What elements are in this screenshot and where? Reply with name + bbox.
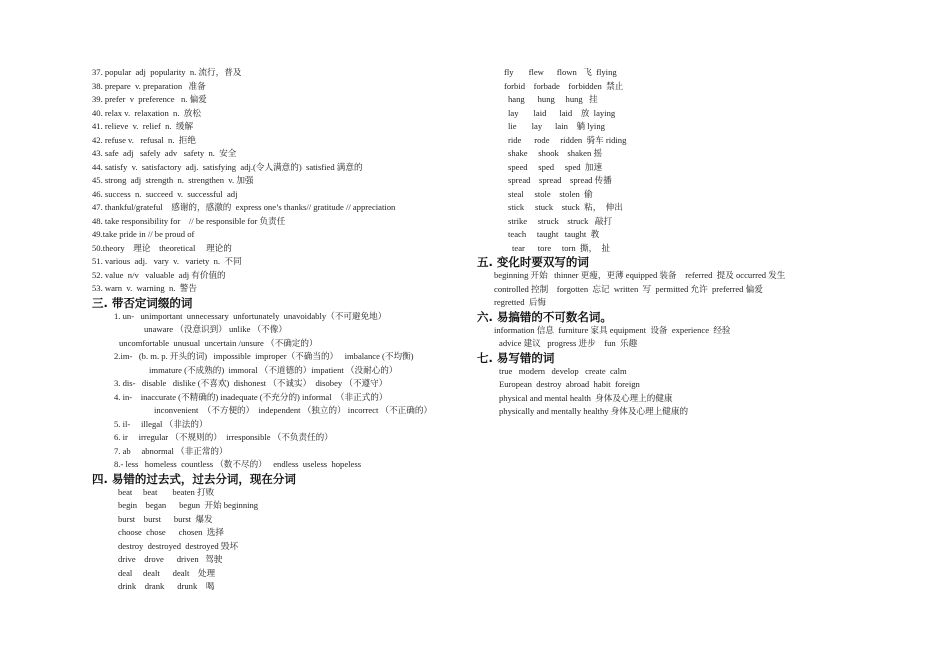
text-line: drink drank drunk 喝 xyxy=(118,581,215,591)
text-line: begin began begun 开始 beginning xyxy=(118,500,259,510)
text-line: ride rode ridden 骑车 riding xyxy=(508,134,627,145)
text-line: 3. dis- disable dislike (不喜欢) dishonest （不诚实） disobey （不遵守） xyxy=(114,378,388,388)
text-line: uncomfortable unusual uncertain /unsure （不确定的） xyxy=(119,337,318,348)
section-heading: 七. 易写错的词 xyxy=(477,350,555,365)
text-line: steal stole stolen 偷 xyxy=(508,188,593,199)
text-line: shake shook shaken 摇 xyxy=(508,148,603,158)
text-line: 49.take pride in // be proud of xyxy=(92,229,195,239)
text-line: 6. ir irregular （不规则的） irresponsible （不负责任的） xyxy=(114,432,333,442)
text-line: 43. safe adj safely adv safety n. 安全 xyxy=(92,148,237,158)
text-line: 47. thankful/grateful 感谢的，感激的 express one’s thanks// gratitude // appreciation xyxy=(92,202,396,212)
text-line: tear tore torn 撕， 扯 xyxy=(512,242,611,253)
text-line: drive drove driven 驾驶 xyxy=(118,554,223,564)
text-line: destroy destroyed destroyed 毁坏 xyxy=(118,540,239,551)
text-line: 48. take responsibility for // be responsible for 负责任 xyxy=(92,215,286,226)
text-line: beginning 开始 thinner 更瘦，更薄 equipped 装备 referred 提及 occurred 发生 xyxy=(494,270,786,280)
text-line: unaware （没意识到） unlike （不像） xyxy=(144,324,287,334)
section-heading: 五. 变化时要双写的词 xyxy=(477,255,589,269)
text-line: burst burst burst 爆发 xyxy=(118,513,213,524)
section-heading: 三. 带否定词缀的词 xyxy=(92,295,193,310)
section-heading: 四. 易错的过去式，过去分词，现在分词 xyxy=(92,471,296,486)
text-line: true modern develop create calm xyxy=(499,365,627,376)
text-line: hang hung hung 挂 xyxy=(508,94,598,104)
text-line: advice 建议 progress 进步 fun 乐趣 xyxy=(499,338,638,348)
text-line: choose chose chosen 选择 xyxy=(118,527,224,537)
text-line: 40. relax v. relaxation n. 放松 xyxy=(92,107,201,118)
text-line: 50.theory 理论 theoretical 理论的 xyxy=(92,242,232,253)
text-line: 2.im- (b. m. p. 开头的词) impossible improper（不确当的） imbalance (不均衡) xyxy=(114,351,414,361)
text-line: 51. various adj. vary v. variety n. 不同 xyxy=(92,256,242,266)
text-line: 5. il- illegal （非法的） xyxy=(114,418,208,429)
text-line: lay laid laid 放 laying xyxy=(508,107,616,118)
text-line: 44. satisfy v. satisfactory adj. satisfying adj.(令人满意的) satisfied 满意的 xyxy=(92,161,363,172)
right-column xyxy=(477,66,877,419)
text-line: 38. prepare v. preparation 准备 xyxy=(92,80,206,91)
text-line: controlled 控制 forgotten 忘记 written 写 permitted 允许 preferred 偏爱 xyxy=(494,283,763,294)
text-line: physical and mental health 身体及心理上的健康 xyxy=(499,392,673,403)
text-line: spread spread spread 传播 xyxy=(508,175,612,185)
text-line: strike struck struck 敲打 xyxy=(508,215,613,226)
text-line: 52. value n/v valuable adj 有价值的 xyxy=(92,269,226,280)
section-heading: 六. 易搞错的不可数名词。 xyxy=(477,309,612,324)
text-line: 1. un- unimportant unnecessary unfortunately unavoidably（不可避免地） xyxy=(114,310,387,321)
text-line: inconvenient （不方便的） independent （独立的） incorrect （不正确的） xyxy=(154,405,433,415)
text-line: 7. ab abnormal （非正常的） xyxy=(114,445,228,456)
text-line: physically and mentally healthy 身体及心理上健康的 xyxy=(499,406,689,416)
text-line: immature (不成熟的) immoral （不道德的）impatient （没耐心的） xyxy=(149,364,398,375)
left-column xyxy=(92,66,472,594)
text-line: forbid forbade forbidden 禁止 xyxy=(504,80,624,91)
text-line: teach taught taught 教 xyxy=(508,229,600,239)
text-line: fly flew flown 飞 flying xyxy=(504,67,617,77)
text-line: 8.- less homeless countless （数不尽的） endless useless hopeless xyxy=(114,459,362,469)
text-line: 53. warn v. warning n. 警告 xyxy=(92,283,197,293)
text-line: 42. refuse v. refusal n. 拒绝 xyxy=(92,134,196,145)
text-line: 41. relieve v. relief n. 缓解 xyxy=(92,121,194,131)
text-line: lie lay lain 躺 lying xyxy=(508,121,605,131)
text-line: information 信息 furniture 家具 equipment 设备 experience 经验 xyxy=(494,324,731,335)
text-line: 46. success n. succeed v. successful adj xyxy=(92,188,238,199)
text-line: 45. strong adj strength n. strengthen v. 加强 xyxy=(92,175,254,185)
text-line: stick stuck stuck 粘， 伸出 xyxy=(508,202,623,212)
text-line: 4. in- inaccurate (不精确的) inadequate (不充分的) informal （非正式的） xyxy=(114,391,388,402)
text-line: 39. prefer v preference n. 偏爱 xyxy=(92,94,207,104)
text-line: European destroy abroad habit foreign xyxy=(499,379,640,389)
text-line: regretted 后悔 xyxy=(494,297,547,307)
text-line: beat beat beaten 打败 xyxy=(118,486,215,497)
text-line: deal dealt dealt 处理 xyxy=(118,567,216,578)
text-line: speed sped sped 加速 xyxy=(508,161,603,172)
text-line: 37. popular adj popularity n. 流行，普及 xyxy=(92,67,242,77)
